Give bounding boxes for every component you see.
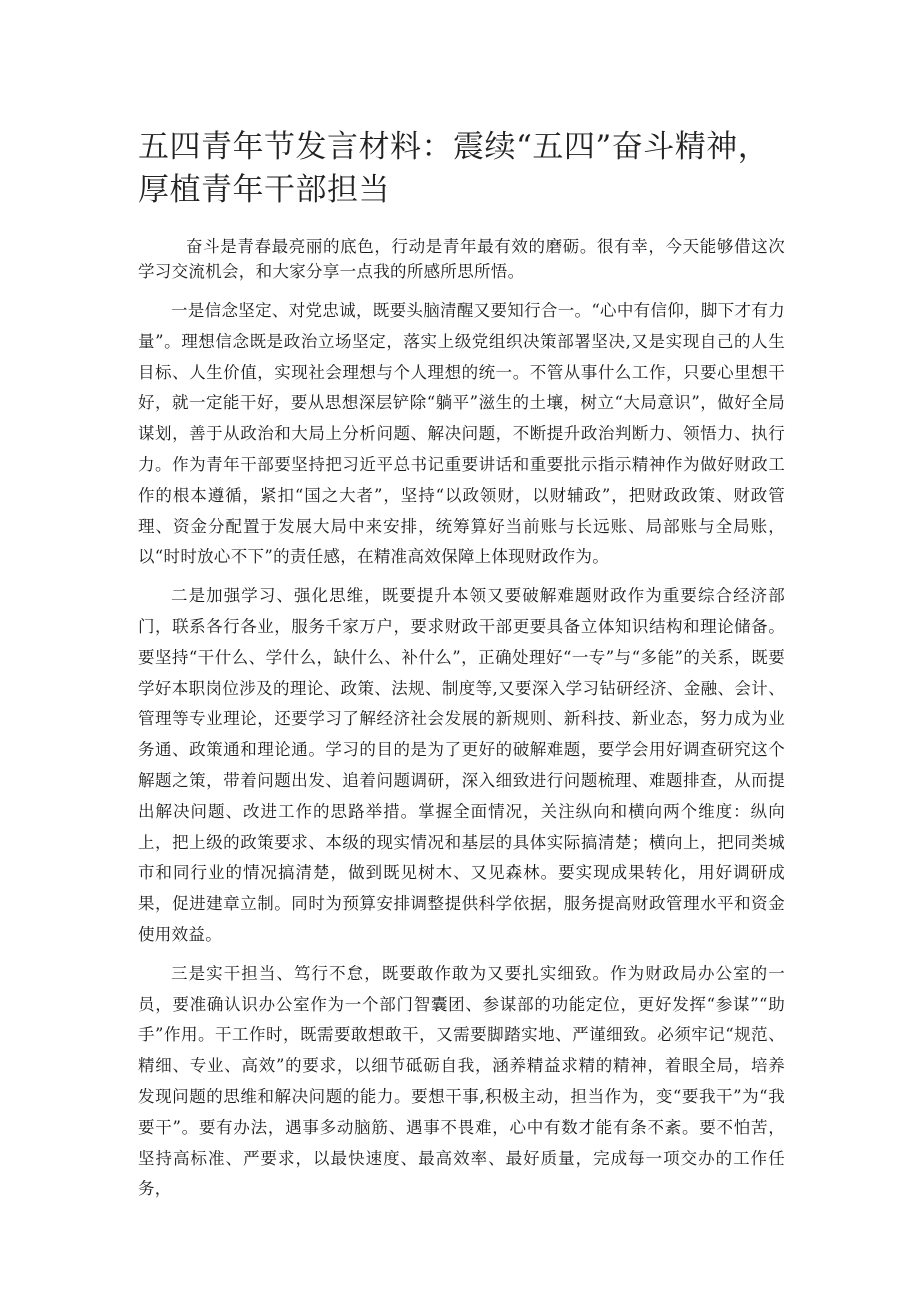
intro-paragraph: 奋斗是青春最亮丽的底色，行动是青年最有效的磨砺。很有幸，今天能够借这次学习交流机会，和大家分享一点我的所感所思所悟。: [138, 237, 785, 281]
document-page: [138, 126, 785, 1213]
body-paragraph-3: 三是实干担当、笃行不怠，既要敢作敢为又要扎实细致。作为财政局办公室的一员，要准确认识办公室作为一个部门智囊团、参谋部的功能定位，更好发挥“参谋”“助手”作用。干工作时，既需要敢想敢干，又需要脚踏实地、严谨细致。必须牢记“规范、精细、专业、高效”的要求，以细节砥砺自我，涵养精益求精的精神，着眼全局，培养发现问题的思维和解决问题的能力。要想干事,积极主动，担当作为，变“要我干”为“我要干”。要有办法，遇事多动脑筋、遇事不畏难，心中有数才能有条不紊。要不怕苦，坚持高标准、严要求，以最快速度、最高效率、最好质量，完成每一项交办的工作任务，: [138, 963, 785, 1199]
document-title: 五四青年节发言材料：震续“五四”奋斗精神，厚植青年干部担当: [138, 129, 770, 208]
body-paragraph-2: 二是加强学习、强化思维，既要提升本领又要破解难题财政作为重要综合经济部门，联系各行各业，服务千家万户，要求财政干部更要具备立体知识结构和理论储备。要坚持“干什么、学什么，缺什么、补什么”，正确处理好“一专”与“多能”的关系，既要学好本职岗位涉及的理论、政策、法规、制度等,又要深入学习钻研经济、金融、会计、管理等专业理论，还要学习了解经济社会发展的新规则、新科技、新业态，努力成为业务通、政策通和理论通。学习的目的是为了更好的破解难题，要学会用好调查研究这个解题之策，带着问题出发、追着问题调研，深入细致进行问题梳理、难题排查，从而提出解决问题、改进工作的思路举措。掌握全面情况，关注纵向和横向两个维度：纵向上，把上级的政策要求、本级的现实情况和基层的具体实际搞清楚；横向上，把同类城市和同行业的情况搞清楚，做到既见树木、又见森林。要实现成果转化，用好调研成果，促进建章立制。同时为预算安排调整提供科学依据，服务提高财政管理水平和资金使用效益。: [138, 586, 785, 944]
body-paragraph-1: 一是信念坚定、对党忠诚，既要头脑清醒又要知行合一。“心中有信仰，脚下才有力量”。理想信念既是政治立场坚定，落实上级党组织决策部署坚决,又是实现自己的人生目标、人生价值，实现社会理想与个人理想的统一。不管从事什么工作，只要心里想干好，就一定能干好，要从思想深层铲除“躺平”滋生的土壤，树立“大局意识”，做好全局谋划，善于从政治和大局上分析问题、解决问题，不断提升政治判断力、领悟力、执行力。作为青年干部要坚持把习近平总书记重要讲话和重要批示指示精神作为做好财政工作的根本遵循，紧扣“国之大者”，坚持“以政领财，以财辅政”，把财政政策、财政管理、资金分配置于发展大局中来安排，统筹算好当前账与长远账、局部账与全局账，以“时时放心不下”的责任感，在精准高效保障上体现财政作为。: [138, 301, 785, 567]
